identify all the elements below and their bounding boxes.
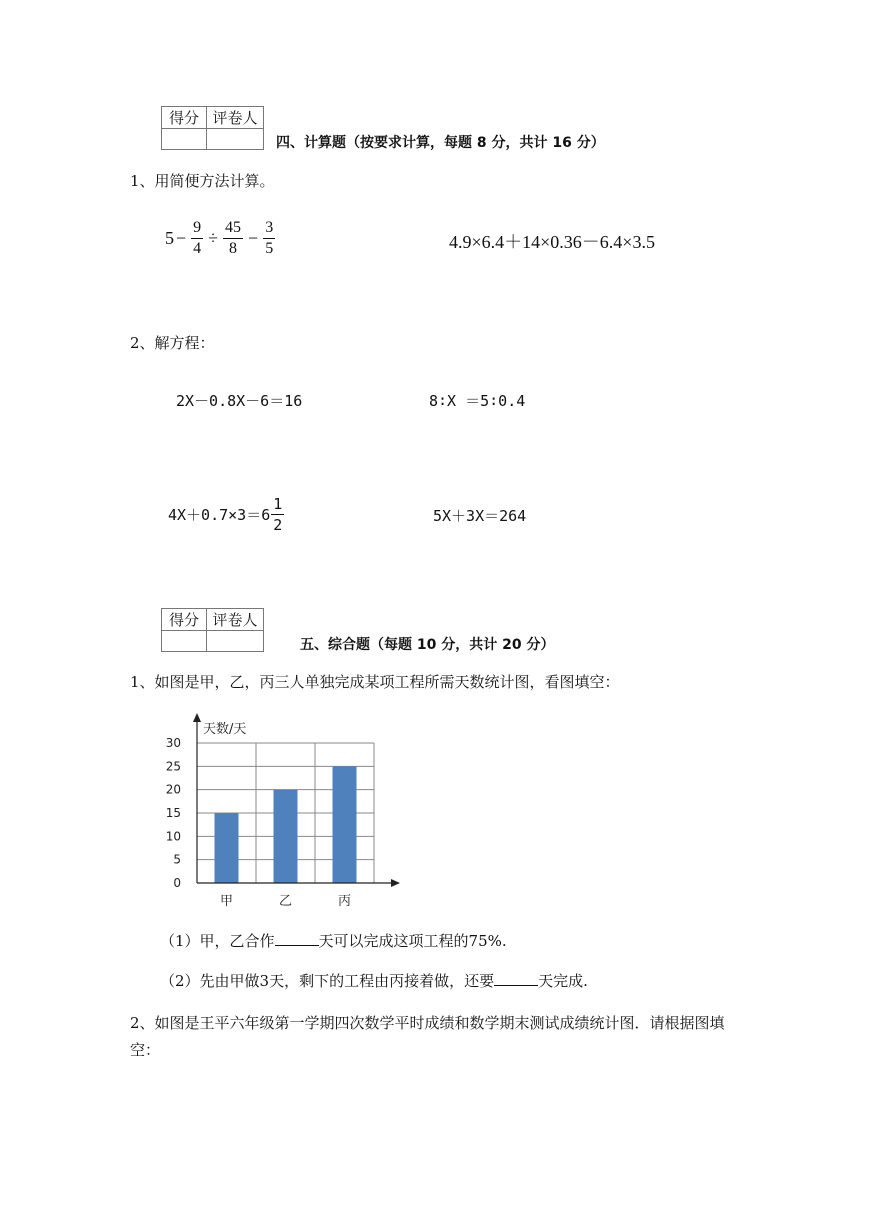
fraction-45-8 — [223, 218, 243, 259]
y-tick-label: 0 — [173, 876, 181, 890]
sub-question-2-text-after: 天完成. — [538, 972, 588, 990]
question-5-1-label: 1、如图是甲，乙，丙三人单独完成某项工程所需天数统计图，看图填空： — [130, 673, 620, 691]
fraction-numerator: 45 — [223, 218, 243, 239]
fraction-denominator: 5 — [265, 240, 274, 257]
score-cell-label: 得分 — [162, 107, 207, 129]
y-axis-label: 天数/天 — [203, 722, 247, 737]
y-tick-label: 10 — [165, 829, 181, 844]
minus-sign: − — [248, 228, 259, 248]
fraction-denominator: 2 — [273, 516, 283, 534]
grader-cell-label: 评卷人 — [207, 609, 264, 631]
equation-3 — [168, 494, 287, 535]
fraction-9-4 — [191, 218, 203, 259]
bar-甲 — [215, 813, 239, 883]
sub-question-2-text-before: （2）先由甲做3天，剩下的工程由丙接着做，还要 — [160, 972, 495, 990]
days-bar-chart — [160, 710, 410, 915]
chart-bars — [215, 766, 357, 883]
equation-2: 8∶X ＝5∶0.4 — [429, 392, 526, 410]
score-cell-empty — [162, 631, 207, 652]
fraction-1-2 — [271, 494, 284, 535]
y-tick-label: 20 — [165, 782, 181, 797]
x-category-label: 甲 — [219, 894, 234, 909]
fraction-3-5 — [263, 218, 275, 259]
answer-blank-1[interactable] — [275, 931, 319, 946]
section5-heading: 五、综合题（每题 10 分，共计 20 分） — [300, 637, 555, 653]
fraction-numerator: 9 — [191, 218, 203, 239]
x-category-label: 丙 — [337, 894, 352, 909]
sub-question-1 — [160, 931, 507, 951]
bar-丙 — [333, 766, 357, 883]
fraction-denominator: 8 — [229, 240, 238, 257]
y-tick-label: 25 — [165, 759, 181, 774]
fraction-denominator: 4 — [193, 240, 202, 257]
answer-blank-2[interactable] — [494, 971, 538, 986]
fraction-numerator: 3 — [263, 218, 275, 239]
fraction-numerator: 1 — [273, 495, 283, 513]
equation-1: 2X－0.8X－6＝16 — [176, 392, 303, 410]
score-table-section4 — [161, 106, 264, 150]
chart-labels — [166, 721, 351, 909]
y-axis-arrow-icon — [193, 713, 201, 722]
minus-sign: − — [176, 228, 187, 248]
equation-3-left: 4X＋0.7×3＝6 — [168, 506, 271, 524]
x-axis-arrow-icon — [391, 879, 400, 887]
score-cell-label: 得分 — [162, 609, 207, 631]
score-table-section5 — [161, 608, 264, 652]
question-4-1-label: 1、用简便方法计算。 — [130, 172, 275, 190]
grader-cell-label: 评卷人 — [207, 107, 264, 129]
sub-question-2 — [160, 971, 588, 991]
grader-cell-empty — [207, 129, 264, 150]
equation-4: 5X＋3X＝264 — [433, 507, 527, 525]
divide-sign: ÷ — [208, 228, 219, 248]
expr-term: 5 — [165, 228, 174, 248]
y-tick-label: 15 — [165, 806, 181, 820]
y-tick-label: 5 — [173, 852, 181, 867]
score-cell-empty — [162, 129, 207, 150]
grader-cell-empty — [207, 631, 264, 652]
question-4-2-label: 2、解方程： — [130, 334, 215, 352]
question-5-2-line2: 空： — [130, 1041, 161, 1059]
sub-question-1-text-before: （1）甲，乙合作 — [160, 932, 275, 950]
bar-乙 — [274, 790, 298, 883]
x-category-label: 乙 — [278, 894, 293, 909]
question-5-2-line1: 2、如图是王平六年级第一学期四次数学平时成绩和数学期末测试成绩统计图．请根据图填 — [130, 1014, 725, 1032]
section4-heading: 四、计算题（按要求计算，每题 8 分，共计 16 分） — [276, 135, 605, 151]
expression-fraction — [165, 218, 278, 259]
sub-question-1-text-after: 天可以完成这项工程的75%. — [318, 932, 507, 950]
expression-decimal: 4.9×6.4＋14×0.36－6.4×3.5 — [449, 232, 655, 252]
y-tick-label: 30 — [165, 736, 181, 750]
